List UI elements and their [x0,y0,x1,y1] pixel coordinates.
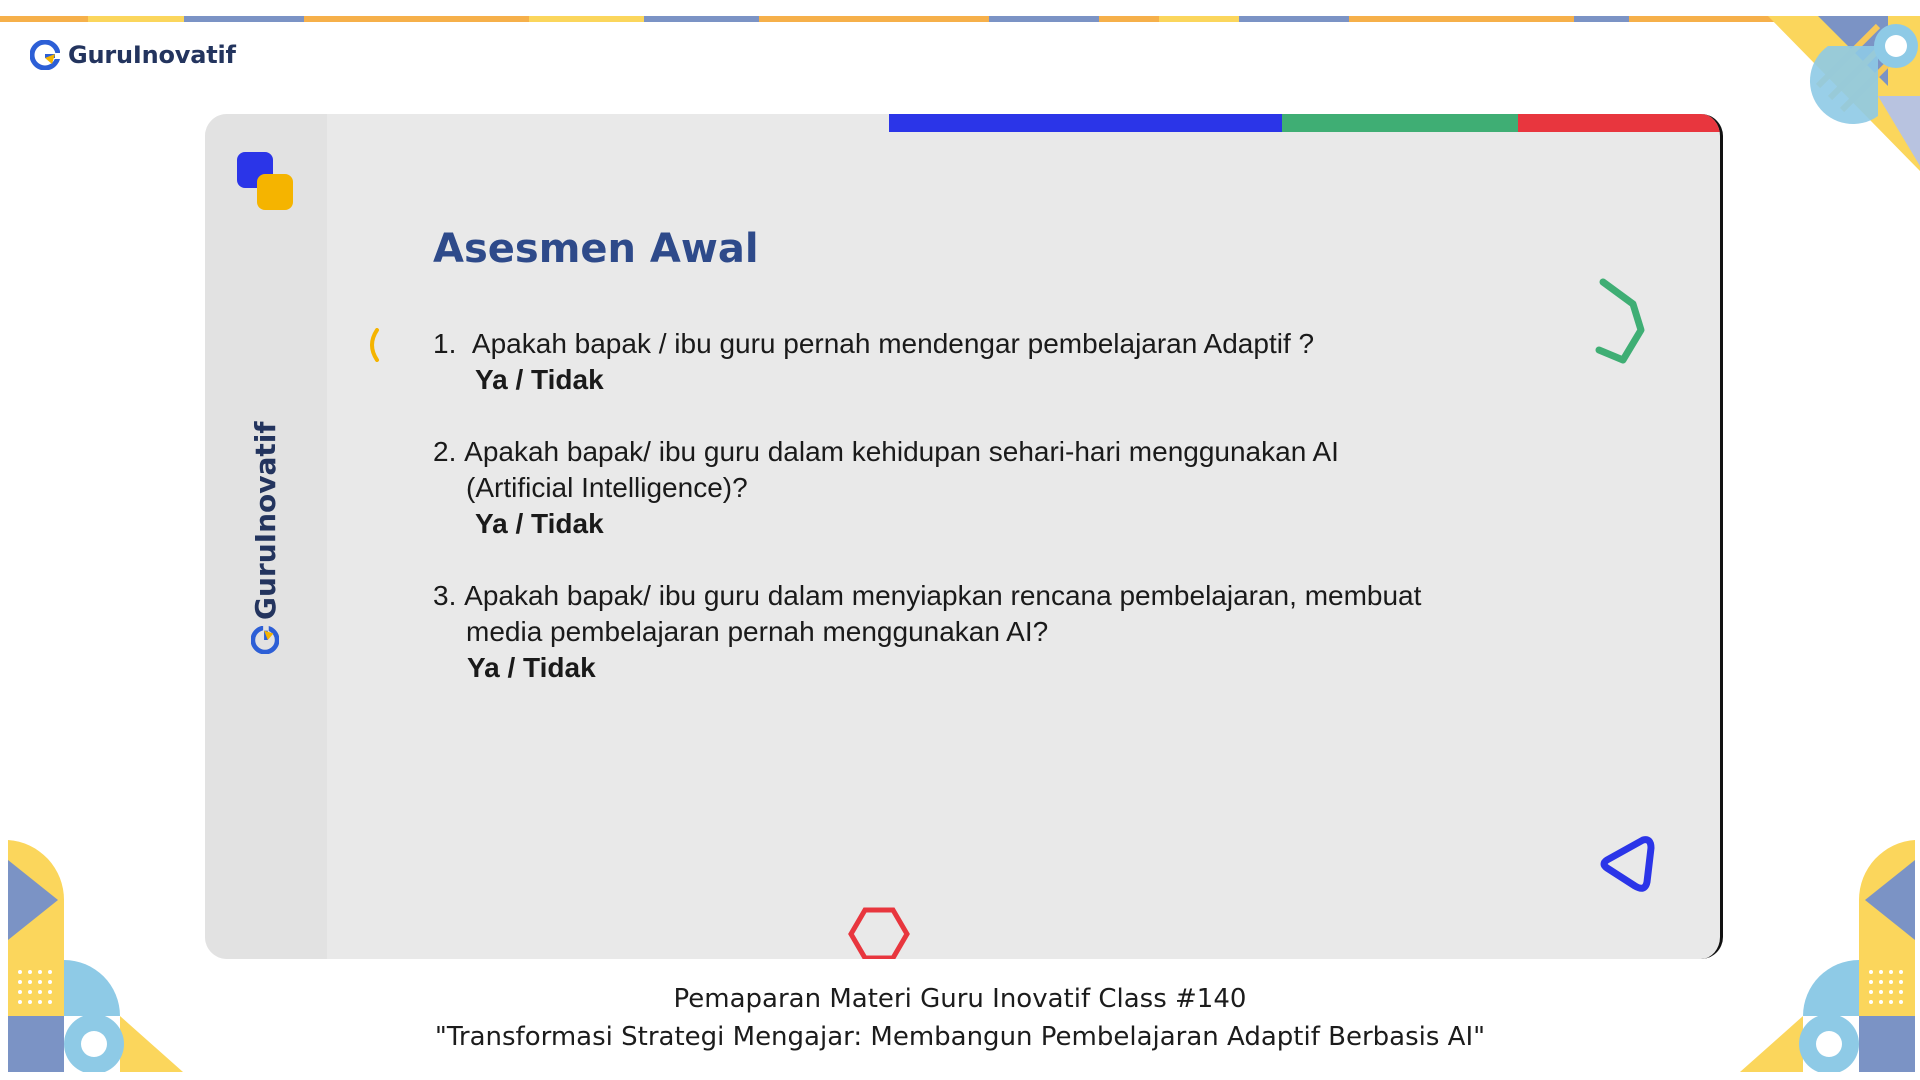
caption-line-1: Pemaparan Materi Guru Inovatif Class #140 [673,984,1247,1014]
brand-name: GuruInovatif [68,41,236,69]
question-number: 3. [433,580,465,611]
corner-decoration-top-right [1768,16,1920,171]
green-hexagon-outline-decoration [1583,274,1663,374]
question-text-continuation: media pembelajaran pernah menggunakan AI? [466,616,1049,647]
red-hexagon-outline-decoration [845,904,915,959]
yellow-arc-decoration [365,328,381,362]
question-list [433,326,1583,722]
question-answer-options: Ya / Tidak [475,508,604,539]
question-item [433,326,1583,398]
slide-color-stripe [889,114,1720,132]
side-brand-name: GuruInovatif [248,421,282,620]
guruinovatif-logo-icon [251,626,279,654]
question-text-continuation: (Artificial Intelligence)? [466,472,748,503]
question-answer-options: Ya / Tidak [467,652,596,683]
presentation-caption [0,980,1920,1056]
question-answer-options: Ya / Tidak [475,364,604,395]
question-text: Apakah bapak / ibu guru pernah mendengar pembelajaran Adaptif ? [471,328,1315,359]
question-text: Apakah bapak/ ibu guru dalam menyiapkan rencana pembelajaran, membuat [464,580,1422,611]
question-item [433,434,1583,542]
question-text: Apakah bapak/ ibu guru dalam kehidupan sehari-hari menggunakan AI [464,436,1339,467]
guruinovatif-logo-icon [30,40,60,70]
presentation-slide [205,114,1723,959]
caption-line-2: "Transformasi Strategi Mengajar: Membangun Pembelajaran Adaptif Berbasis AI" [434,1022,1486,1052]
top-decorative-stripe [0,16,1920,22]
blue-triangle-outline-decoration [1595,830,1665,900]
question-item [433,578,1583,686]
overlapping-squares-icon [237,152,295,212]
brand-header [30,40,236,70]
slide-title: Asesmen Awal [433,226,759,272]
question-number: 1. [433,328,472,359]
slide-side-brand [245,394,285,654]
question-number: 2. [433,436,465,467]
